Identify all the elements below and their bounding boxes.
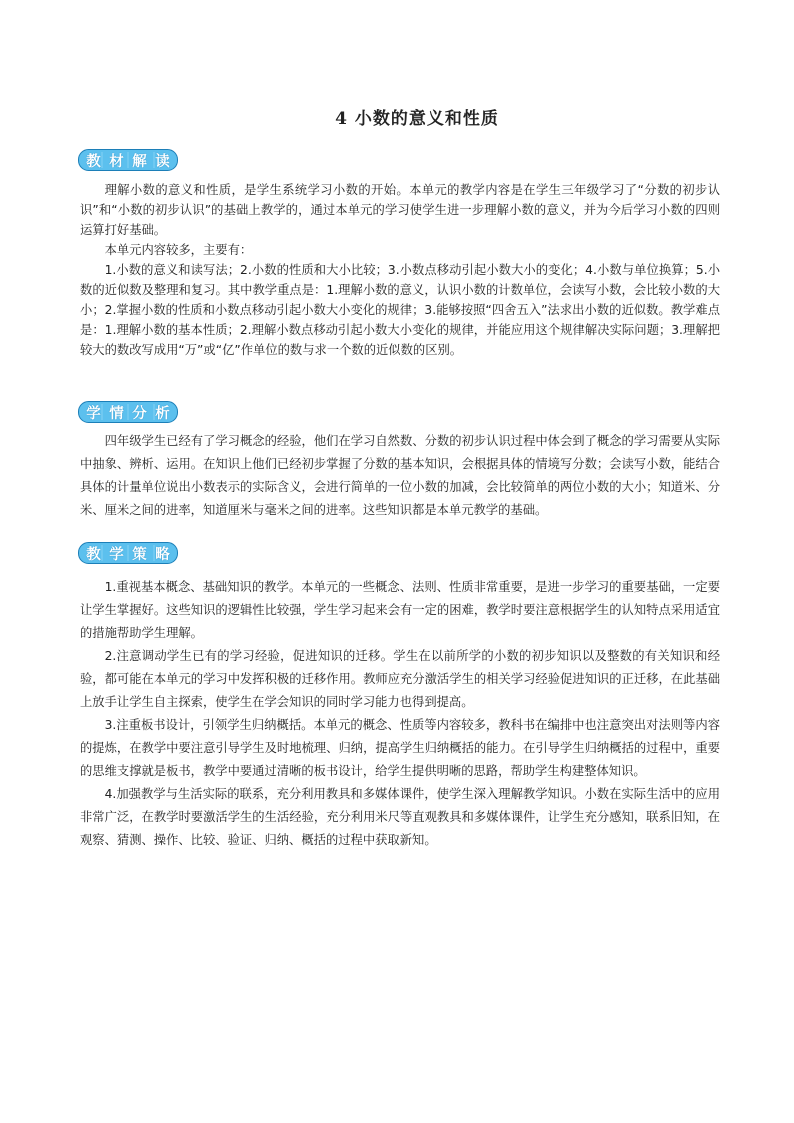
- section-teaching-strategy: [80, 576, 720, 852]
- badge-char: 分: [132, 405, 147, 422]
- badge-char: 情: [109, 405, 124, 422]
- paragraph: 1.小数的意义和读写法；2.小数的性质和大小比较；3.小数点移动引起小数大小的变化；4.小数与单位换算；5.小数的近似数及整理和复习。其中教学重点是：1.理解小数的意义，认识小数的计数单位，会读写小数，会比较小数的大小；2.掌握小数的性质和小数点移动引起小数大小变化的规律；3.能够按照“四舍五入”法求出小数的近似数。教学难点是：1.理解小数的基本性质；2.理解小数点移动引起小数大小变化的规律，并能应用这个规律解决实际问题；3.理解把较大的数改写成用“万”或“亿”作单位的数与求一个数的近似数的区别。: [80, 263, 720, 357]
- paragraph: 4.加强教学与生活实际的联系，充分利用教具和多媒体课件，使学生深入理解教学知识。小数在实际生活中的应用非常广泛，在教学时要激活学生的生活经验，充分利用米尺等直观教具和多媒体课件，让学生充分感知，联系旧知，在观察、猜测、操作、比较、验证、归纳、概括的过程中获取新知。: [80, 787, 720, 847]
- badge-char: 学: [86, 405, 101, 422]
- badge-char: 解: [132, 153, 147, 170]
- paragraph: 3.注重板书设计，引领学生归纳概括。本单元的概念、性质等内容较多，教科书在编排中也注意突出对法则等内容的提炼，在教学中要注意引导学生及时地梳理、归纳，提高学生归纳概括的能力。在引导学生归纳概括的过程中，重要的思维支撑就是板书，教学中要通过清晰的板书设计，给学生提供明晰的思路，帮助学生构建整体知识。: [80, 718, 720, 778]
- paragraph: 四年级学生已经有了学习概念的经验，他们在学习自然数、分数的初步认识过程中体会到了概念的学习需要从实际中抽象、辨析、运用。在知识上他们已经初步掌握了分数的基本知识，会根据具体的情境写分数；会读写小数，能结合具体的计量单位说出小数表示的实际含义，会进行简单的一位小数的加减，会比较简单的两位小数的大小；知道米、分米、厘米之间的进率，知道厘米与毫米之间的进率。这些知识都是本单元教学的基础。: [80, 434, 720, 517]
- badge-char: 材: [109, 153, 124, 170]
- badge-char: 策: [132, 546, 147, 563]
- paragraph: 理解小数的意义和性质，是学生系统学习小数的开始。本单元的教学内容是在学生三年级学习了“分数的初步认识”和“小数的初步认识”的基础上教学的，通过本单元的学习使学生进一步理解小数的意义，并为今后学习小数的四则运算打好基础。: [80, 183, 720, 237]
- badge-char: 略: [155, 546, 170, 563]
- badge-char: 教: [86, 546, 101, 563]
- section-heading-badge-2: [78, 401, 178, 423]
- section-heading-badge-1: [78, 149, 178, 171]
- badge-char: 析: [155, 405, 170, 422]
- section-student-analysis: [80, 430, 720, 522]
- paragraph: 2.注意调动学生已有的学习经验，促进知识的迁移。学生在以前所学的小数的初步知识以及整数的有关知识和经验，都可能在本单元的学习中发挥积极的迁移作用。教师应充分激活学生的相关学习经验促进知识的正迁移，在此基础上放手让学生自主探索，使学生在学会知识的同时学习能力也得到提高。: [80, 649, 720, 709]
- badge-char: 读: [155, 153, 170, 170]
- paragraph: 本单元内容较多，主要有：: [104, 243, 253, 257]
- section-textbook-reading: [80, 180, 720, 360]
- badge-char: 教: [86, 153, 101, 170]
- section-heading-badge-3: [78, 542, 178, 564]
- badge-char: 学: [109, 546, 124, 563]
- page-title: 4 小数的意义和性质: [335, 109, 499, 129]
- paragraph: 1.重视基本概念、基础知识的教学。本单元的一些概念、法则、性质非常重要，是进一步学习的重要基础，一定要让学生掌握好。这些知识的逻辑性比较强，学生学习起来会有一定的困难，教学时要注意根据学生的认知特点采用适宜的措施帮助学生理解。: [80, 580, 720, 640]
